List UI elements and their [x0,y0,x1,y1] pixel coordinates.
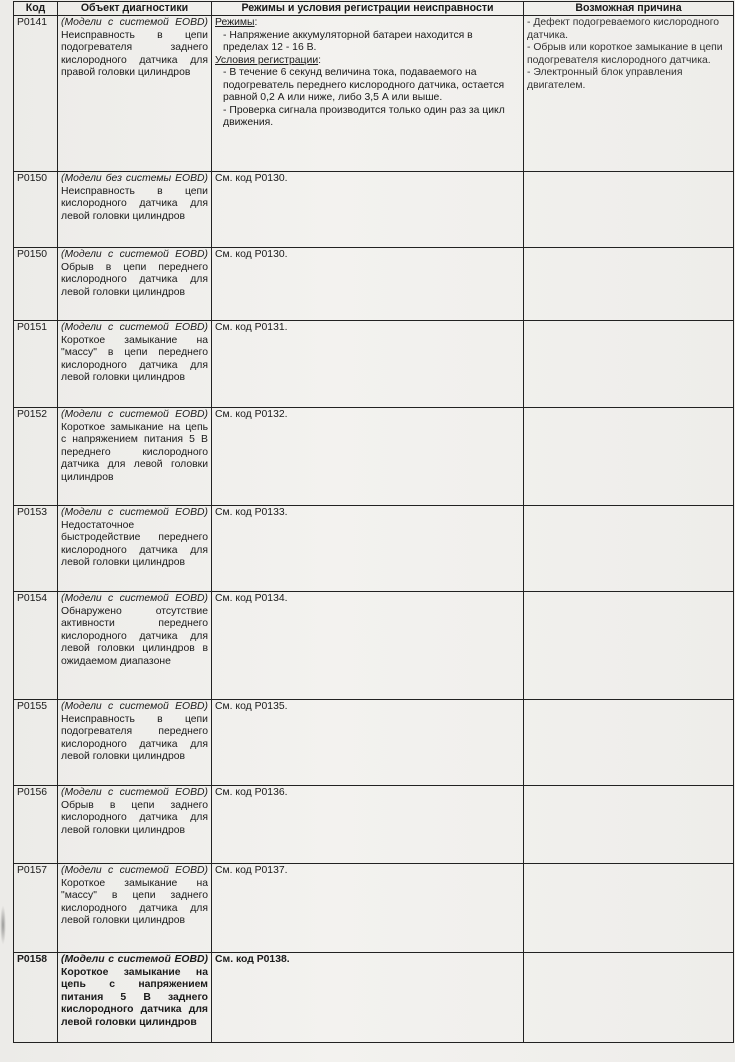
row-cause [524,592,734,700]
row-object-model: (Модели с системой EOBD) [61,593,208,604]
table-row [14,248,734,321]
row-modes: См. код P0133. [212,506,524,592]
row-object-text: Обнаружено отсутствие активности переднего кислородного датчика для левой головки цилиндров в ожидаемом диапазоне [61,605,208,667]
row-object-model: (Модели с системой EOBD) [61,701,208,712]
row-modes: См. код P0132. [212,408,524,506]
table-row [14,864,734,953]
row-code: P0154 [14,592,58,700]
table-row [14,786,734,864]
row-object [58,408,212,506]
row-code: P0156 [14,786,58,864]
row-code: P0150 [14,172,58,248]
row-object-model: (Модели с системой EOBD) [61,507,208,518]
cause-item-3: - Электронный блок управления двигателем. [527,67,683,91]
row-object [58,786,212,864]
table-row [14,16,734,172]
row-object-model: (Модели без системы EOBD) [61,173,208,184]
row-modes: См. код P0131. [212,321,524,408]
row-object [58,248,212,321]
table-row [14,408,734,506]
row-object [58,172,212,248]
modes-item: - Напряжение аккумуляторной батареи находится в пределах 12 - 16 В. [223,29,473,53]
row-cause [524,700,734,786]
cause-item-2: - Обрыв или короткое замыкание в цепи подогревателя кислородного датчика. [527,42,723,66]
row-cause [524,506,734,592]
table-row [14,172,734,248]
row-code: P0157 [14,864,58,953]
conditions-title: Условия регистрации [215,54,319,66]
conditions-item-2: - Проверка сигнала производится только один раз за цикл движения. [223,104,505,128]
row-object [58,592,212,700]
row-object-text: Короткое замыкание на "массу" в цепи заднего кислородного датчика для левой головки цилиндров [61,877,208,926]
row-code: P0151 [14,321,58,408]
row-object-text: Недостаточное быстродействие переднего кислородного датчика для левой головки цилиндров [61,519,208,568]
row-modes: См. код P0135. [212,700,524,786]
header-cause: Возможная причина [524,2,734,16]
row-object-text: Короткое замыкание на цепь с напряжением питания 5 В заднего кислородного датчика для левой головки цилиндров [61,966,208,1028]
row-object-text: Обрыв в цепи переднего кислородного датчика для левой головки цилиндров [61,261,208,298]
row-cause [524,864,734,953]
page-edge-mark [0,905,6,945]
table-row [14,321,734,408]
row-code: P0152 [14,408,58,506]
row-object [58,506,212,592]
row-object [58,16,212,172]
row-modes: См. код P0134. [212,592,524,700]
row-object-text: Неисправность в цепи подогревателя заднего кислородного датчика для правой головки цилиндров [61,29,208,78]
row-code: P0153 [14,506,58,592]
row-modes: См. код P0138. [212,953,524,1043]
row-object-text: Короткое замыкание на цепь с напряжением питания 5 В переднего кислородного датчика для левой головки цилиндров [61,421,208,483]
header-object: Объект диагностики [58,2,212,16]
modes-title: Режимы [215,17,255,28]
table-row [14,506,734,592]
row-object-model: (Модели с системой EOBD) [61,409,208,420]
row-object [58,321,212,408]
row-object-text: Короткое замыкание на "массу" в цепи переднего кислородного датчика для левой головки цилиндров [61,334,208,383]
cause-item-1: - Дефект подогреваемого кислородного датчика. [527,17,720,41]
row-object-model: (Модели с системой EOBD) [61,249,208,260]
row-object [58,864,212,953]
row-cause [524,321,734,408]
dtc-table [13,1,734,1043]
row-object-model: (Модели с системой EOBD) [61,865,208,876]
row-code: P0155 [14,700,58,786]
header-code: Код [14,2,58,16]
conditions-item-1: - В течение 6 секунд величина тока, подаваемого на подогреватель переднего кислородного датчика, остается равной 0,2 А или ниже, либо 3,5 А или выше. [223,67,505,103]
row-object [58,700,212,786]
row-cause [524,953,734,1043]
row-modes: См. код P0130. [212,248,524,321]
row-object-model: (Модели с системой EOBD) [61,17,208,28]
row-cause [524,172,734,248]
row-object-text: Обрыв в цепи заднего кислородного датчика для левой головки цилиндров [61,799,208,836]
row-cause [524,786,734,864]
row-code: P0150 [14,248,58,321]
header-modes: Режимы и условия регистрации неисправности [212,2,524,16]
row-modes: См. код P0137. [212,864,524,953]
row-object-model: (Модели с системой EOBD) [61,787,208,798]
row-code: P0158 [14,953,58,1043]
row-code: P0141 [14,16,58,172]
row-cause [524,408,734,506]
row-object [58,953,212,1043]
table-row [14,592,734,700]
table-row [14,700,734,786]
row-modes: См. код P0130. [212,172,524,248]
table-header-row [14,2,734,16]
row-cause [524,248,734,321]
row-object-model: (Модели с системой EOBD) [61,954,208,965]
row-cause [524,16,734,172]
row-modes: См. код P0136. [212,786,524,864]
row-object-model: (Модели с системой EOBD) [61,322,208,333]
row-modes: Режимы: - Напряжение аккумуляторной батареи находится в пределах 12 - 16 В. Условия регистрации: - В течение 6 секунд величина тока, подаваемого на подогреватель переднего кислородного датчика, остается равной 0,2 А или ниже, либо 3,5 А или выше. - Проверка сигнала производится только один раз за цикл движения. [212,16,524,172]
row-object-text: Неисправность в цепи подогревателя переднего кислородного датчика для левой головки цилиндров [61,713,208,762]
table-row [14,953,734,1043]
row-object-text: Неисправность в цепи кислородного датчика для левой головки цилиндров [61,185,208,222]
